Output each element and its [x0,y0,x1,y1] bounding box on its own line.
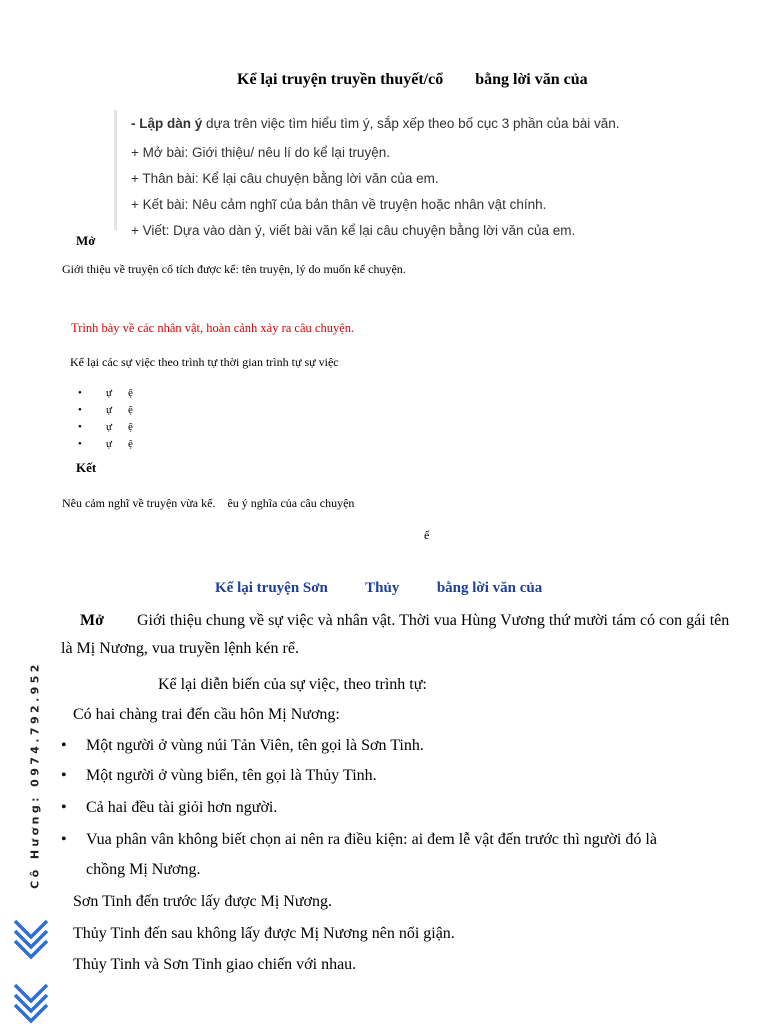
sidebar-contact: Cô Hương: 0974.792.952 [28,661,42,889]
outline-guide-box [114,110,677,238]
guide-line-body: + Thân bài: Kể lại câu chuyện bằng lời văn của em. [131,171,439,186]
doc-title: Kể lại truyện truyền thuyết/cổ bằng lời văn của [237,71,588,88]
intro-heading: Mở [76,233,96,248]
stray-char: ế [424,528,430,542]
chevron-down-icon [11,915,51,1024]
intro-text: Giới thiệu về truyện cổ tích được kể: tên truyện, lý do muốn kể chuyện. [62,262,406,276]
guide-line-intro: + Mở bài: Giới thiệu/ nêu lí do kể lại truyện. [131,145,390,160]
list-item-continuation: chồng Mị Nương. [86,861,201,878]
conclusion-text: Nêu cảm nghĩ về truyện vừa kể. êu ý nghĩa của câu chuyện [62,496,355,510]
story-suitors-intro: Có hai chàng trai đến cầu hôn Mị Nương: [73,706,340,723]
sequence-text: Kể lại các sự việc theo trình tự thời gian trình tự sự việc [70,355,339,369]
story-line: Thủy Tinh và Sơn Tinh giao chiến với nhau. [73,956,357,973]
section-title: Kể lại truyện Sơn Thủy bằng lời văn của [215,580,543,596]
guide-line-conclusion: + Kết bài: Nêu cảm nghĩ của bản thân về truyện hoặc nhân vật chính. [131,197,547,212]
guide-line-write: + Viết: Dựa vào dàn ý, viết bài văn kể lại câu chuyện bằng lời văn của em. [131,223,576,238]
story-intro-paragraph: Mở Giới thiệu chung về sự việc và nhân vật. Thời vua Hùng Vương thứ mười tám có con gái tên là Mị Nương, vua truyền lệnh kén rể. [61,612,730,657]
story-line: Sơn Tinh đến trước lấy được Mị Nương. [73,893,332,910]
conclusion-heading: Kết [76,460,97,475]
story-body-lead: Kể lại diễn biến của sự việc, theo trình tự: [158,676,427,693]
guide-line-outline: - Lập dàn ý dựa trên việc tìm hiểu tìm ý, sắp xếp theo bố cục 3 phần của bài văn. [131,116,620,131]
story-line: Thủy Tinh đến sau không lấy được Mị Nương nên nổi giận. [73,925,455,942]
body-note-red: Trình bày về các nhân vật, hoàn cảnh xảy ra câu chuyện. [71,321,355,335]
